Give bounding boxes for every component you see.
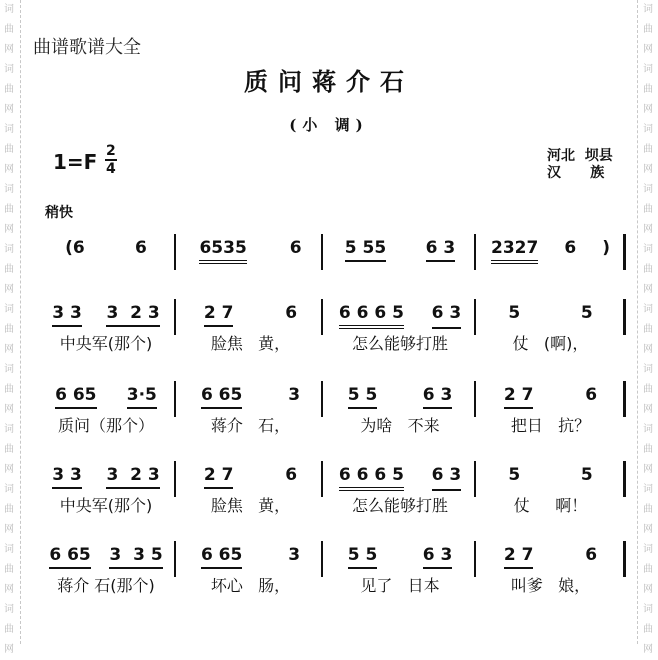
measure — [325, 545, 475, 605]
tempo-marking: 稍快 — [45, 205, 73, 221]
note-group: 5 — [508, 465, 521, 485]
measure — [325, 303, 475, 363]
measure-notes — [325, 238, 475, 262]
measure-notes — [325, 303, 475, 329]
note-group: 2 7 — [504, 545, 534, 569]
barline — [474, 461, 476, 497]
note-group: 3 2 3 — [106, 303, 159, 327]
note-group: 6 — [564, 238, 577, 258]
barline — [174, 299, 176, 335]
note-group: 6 3 — [432, 303, 462, 329]
barline — [174, 541, 176, 577]
lyric-text: 仗 (啊)， — [512, 334, 589, 353]
measure — [178, 303, 323, 363]
note-group: 6 — [585, 545, 598, 565]
barline — [623, 381, 626, 417]
lyric-text: 脸焦 黄， — [210, 496, 291, 515]
lyric-text: 仗 啊！ — [513, 496, 588, 515]
time-numerator: 2 — [106, 143, 116, 159]
measure — [478, 238, 623, 298]
measure-notes — [178, 303, 323, 327]
measure — [325, 465, 475, 525]
note-group: 3 — [288, 385, 301, 405]
watermark-right: 词 曲 网 词 曲 网 词 曲 网 词 曲 网 词 曲 网 词 曲 网 词 曲 网 词 曲 网 词 曲 网 词 曲 网 词 曲 网 — [643, 4, 653, 655]
score-row — [40, 238, 625, 298]
barline — [174, 461, 176, 497]
lyric-text: 怎么能够打胜 — [351, 496, 448, 515]
measure-notes — [478, 385, 623, 409]
measure-notes — [40, 545, 172, 569]
barline — [623, 299, 626, 335]
note-group: 6 3 — [423, 385, 453, 409]
measure-notes — [478, 465, 623, 487]
measure — [40, 385, 172, 445]
song-origin: 河北 坝县 汉 族 — [547, 148, 613, 181]
note-group: 6 3 — [432, 465, 462, 491]
note-group: 6 — [285, 465, 298, 485]
barline — [474, 381, 476, 417]
note-group: 5 — [508, 303, 521, 323]
lyric-text: 质问（那个） — [57, 416, 154, 435]
measure-notes — [178, 385, 323, 409]
note-group: 2 7 — [204, 465, 234, 489]
barline — [474, 234, 476, 270]
measure-notes — [178, 238, 323, 264]
barline — [623, 234, 626, 270]
lyric-text: 蒋介 石(那个) — [57, 576, 155, 595]
note-group: 6 65 — [49, 545, 90, 569]
measure-notes — [478, 545, 623, 569]
barline — [623, 541, 626, 577]
lyric-text: 中央军(那个) — [59, 334, 153, 353]
note-group: 6 — [585, 385, 598, 405]
note-group: 6 — [289, 238, 302, 258]
lyric-text: 把日 抗？ — [510, 416, 591, 435]
measure-notes — [325, 385, 475, 409]
note-group: 2 7 — [504, 385, 534, 409]
song-subtitle: (小 调) — [289, 116, 369, 134]
lyric-text: 为啥 不来 — [360, 416, 440, 435]
measure — [478, 303, 623, 363]
note-group: ) — [602, 238, 610, 258]
song-title: 质问蒋介石 — [244, 67, 414, 96]
note-group: 6 6 6 5 — [339, 303, 404, 329]
barline — [321, 461, 323, 497]
measure-notes — [178, 545, 323, 569]
site-title: 曲谱歌谱大全 — [33, 37, 141, 58]
note-group: 6 65 — [201, 385, 242, 409]
score-row — [40, 303, 625, 363]
note-group: 3 2 3 — [106, 465, 159, 489]
note-group: 6 — [285, 303, 298, 323]
note-group: 2327 — [491, 238, 538, 264]
measure — [478, 385, 623, 445]
measure — [478, 465, 623, 525]
lyric-text: 见了 日本 — [360, 576, 440, 595]
measure-notes — [40, 303, 172, 327]
key-signature: 1=F — [53, 150, 98, 174]
measure — [40, 303, 172, 363]
lyric-text: 蒋介 石， — [210, 416, 291, 435]
measure — [478, 545, 623, 605]
note-group: 5 — [580, 303, 593, 323]
watermark-left: 词 曲 网 词 曲 网 词 曲 网 词 曲 网 词 曲 网 词 曲 网 词 曲 网 词 曲 网 词 曲 网 词 曲 网 词 曲 网 — [4, 4, 14, 655]
score-row — [40, 545, 625, 605]
note-group: 6535 — [199, 238, 246, 264]
note-group: 5 55 — [345, 238, 386, 262]
lyric-text: 坏心 肠， — [210, 576, 291, 595]
score-row — [40, 385, 625, 445]
measure-notes — [40, 385, 172, 409]
note-group: 3 — [288, 545, 301, 565]
lyric-text: 脸焦 黄， — [210, 334, 291, 353]
score-row — [40, 465, 625, 525]
barline — [623, 461, 626, 497]
barline — [321, 234, 323, 270]
note-group: 6 65 — [55, 385, 96, 409]
note-group: (6 — [65, 238, 85, 258]
measure-notes — [40, 465, 172, 489]
barline — [174, 234, 176, 270]
measure — [40, 465, 172, 525]
measure-notes — [478, 303, 623, 325]
note-group: 5 5 — [348, 545, 378, 569]
measure — [178, 465, 323, 525]
note-group: 6 3 — [423, 545, 453, 569]
note-group: 6 6 6 5 — [339, 465, 404, 491]
barline — [474, 299, 476, 335]
barline — [321, 541, 323, 577]
measure — [325, 385, 475, 445]
time-denominator: 4 — [106, 161, 116, 177]
measure-notes — [325, 545, 475, 569]
note-group: 2 7 — [204, 303, 234, 327]
lyric-text: 叫爹 娘， — [510, 576, 591, 595]
measure — [178, 385, 323, 445]
note-group: 6 3 — [426, 238, 456, 262]
note-group: 6 — [135, 238, 147, 258]
measure — [178, 545, 323, 605]
measure — [40, 545, 172, 605]
lyric-text: 中央军(那个) — [59, 496, 153, 515]
time-signature — [105, 143, 117, 177]
measure-notes — [478, 238, 623, 264]
measure — [178, 238, 323, 298]
barline — [174, 381, 176, 417]
note-group: 3 3 — [52, 465, 82, 489]
note-group: 5 — [580, 465, 593, 485]
note-group: 6 65 — [201, 545, 242, 569]
barline — [321, 299, 323, 335]
lyric-text: 怎么能够打胜 — [351, 334, 448, 353]
measure-notes — [178, 465, 323, 489]
measure — [325, 238, 475, 298]
measure-notes — [325, 465, 475, 491]
measure-notes — [40, 238, 172, 260]
note-group: 3·5 — [127, 385, 157, 409]
note-group: 5 5 — [348, 385, 378, 409]
note-group: 3 3 — [52, 303, 82, 327]
barline — [321, 381, 323, 417]
measure — [40, 238, 172, 298]
note-group: 3 3 5 — [109, 545, 162, 569]
barline — [474, 541, 476, 577]
